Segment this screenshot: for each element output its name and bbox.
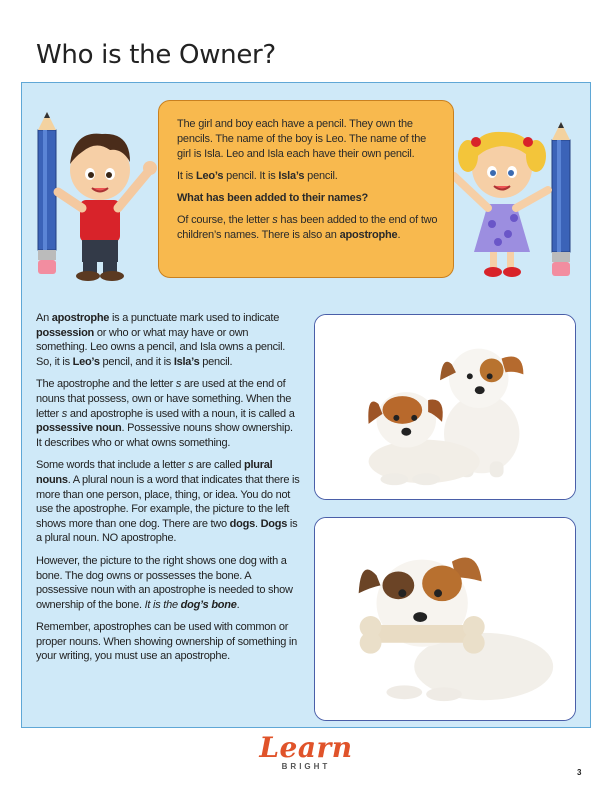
body-paragraph: The apostrophe and the letter s are used at the end of nouns that possess, own or have something. When the letter s and apostrophe is used with a noun, it is called a possessive noun. Possessive nouns show ownership. It describes who or what owns something. [36,378,295,449]
logo-subtitle: BRIGHT [281,762,331,771]
body-paragraph: Some words that include a letter s are called plural nouns. A plural noun is a word that indicates that there is more than one person, place, thing, or idea. You do not use the apostrophe. For example, the picture to the left shows more than one dog. There are two dogs. Dogs is a plural noun. NO apostrophe. [36,459,300,545]
girl-with-pencil-illustration [440,100,580,285]
page-number: 3 [577,768,582,777]
callout-question: What has been added to their names? [177,192,369,204]
learn-bright-logo [246,732,366,782]
page-title: Who is the Owner? [36,40,276,70]
body-paragraph: However, the picture to the right shows one dog with a bone. The dog owns or possesses the bone. A possessive noun with an apostrophe is needed to show ownership of the bone. It is the dog’s bone. [36,554,293,611]
body-text [36,311,300,672]
body-paragraph: Remember, apostrophes can be used with common or proper nouns. When showing ownership of something in your writing, you must use an apostrophe. [36,621,297,663]
callout-paragraph: It is Leo’s pencil. It is Isla’s pencil. [177,170,338,182]
two-puppies-photo [314,314,576,500]
logo-wordmark: Learn [259,731,353,764]
callout-paragraph: Of course, the letter s has been added to the end of two children’s names. There is also an apostrophe. [177,214,438,241]
body-paragraph: An apostrophe is a punctuate mark used to indicate possession or who or what may have or own something. Leo owns a pencil, and Isla owns a pencil. So, it is Leo’s pencil, and it is Isla’s pencil. [36,312,286,368]
callout-box [158,100,454,278]
dog-with-bone-photo [314,517,576,721]
callout-paragraph: The girl and boy each have a pencil. They own the pencils. The name of the boy is Leo. The name of the girl is Isla. Leo and Isla each have their own pencil. [177,118,427,160]
boy-with-pencil-illustration [30,100,160,285]
